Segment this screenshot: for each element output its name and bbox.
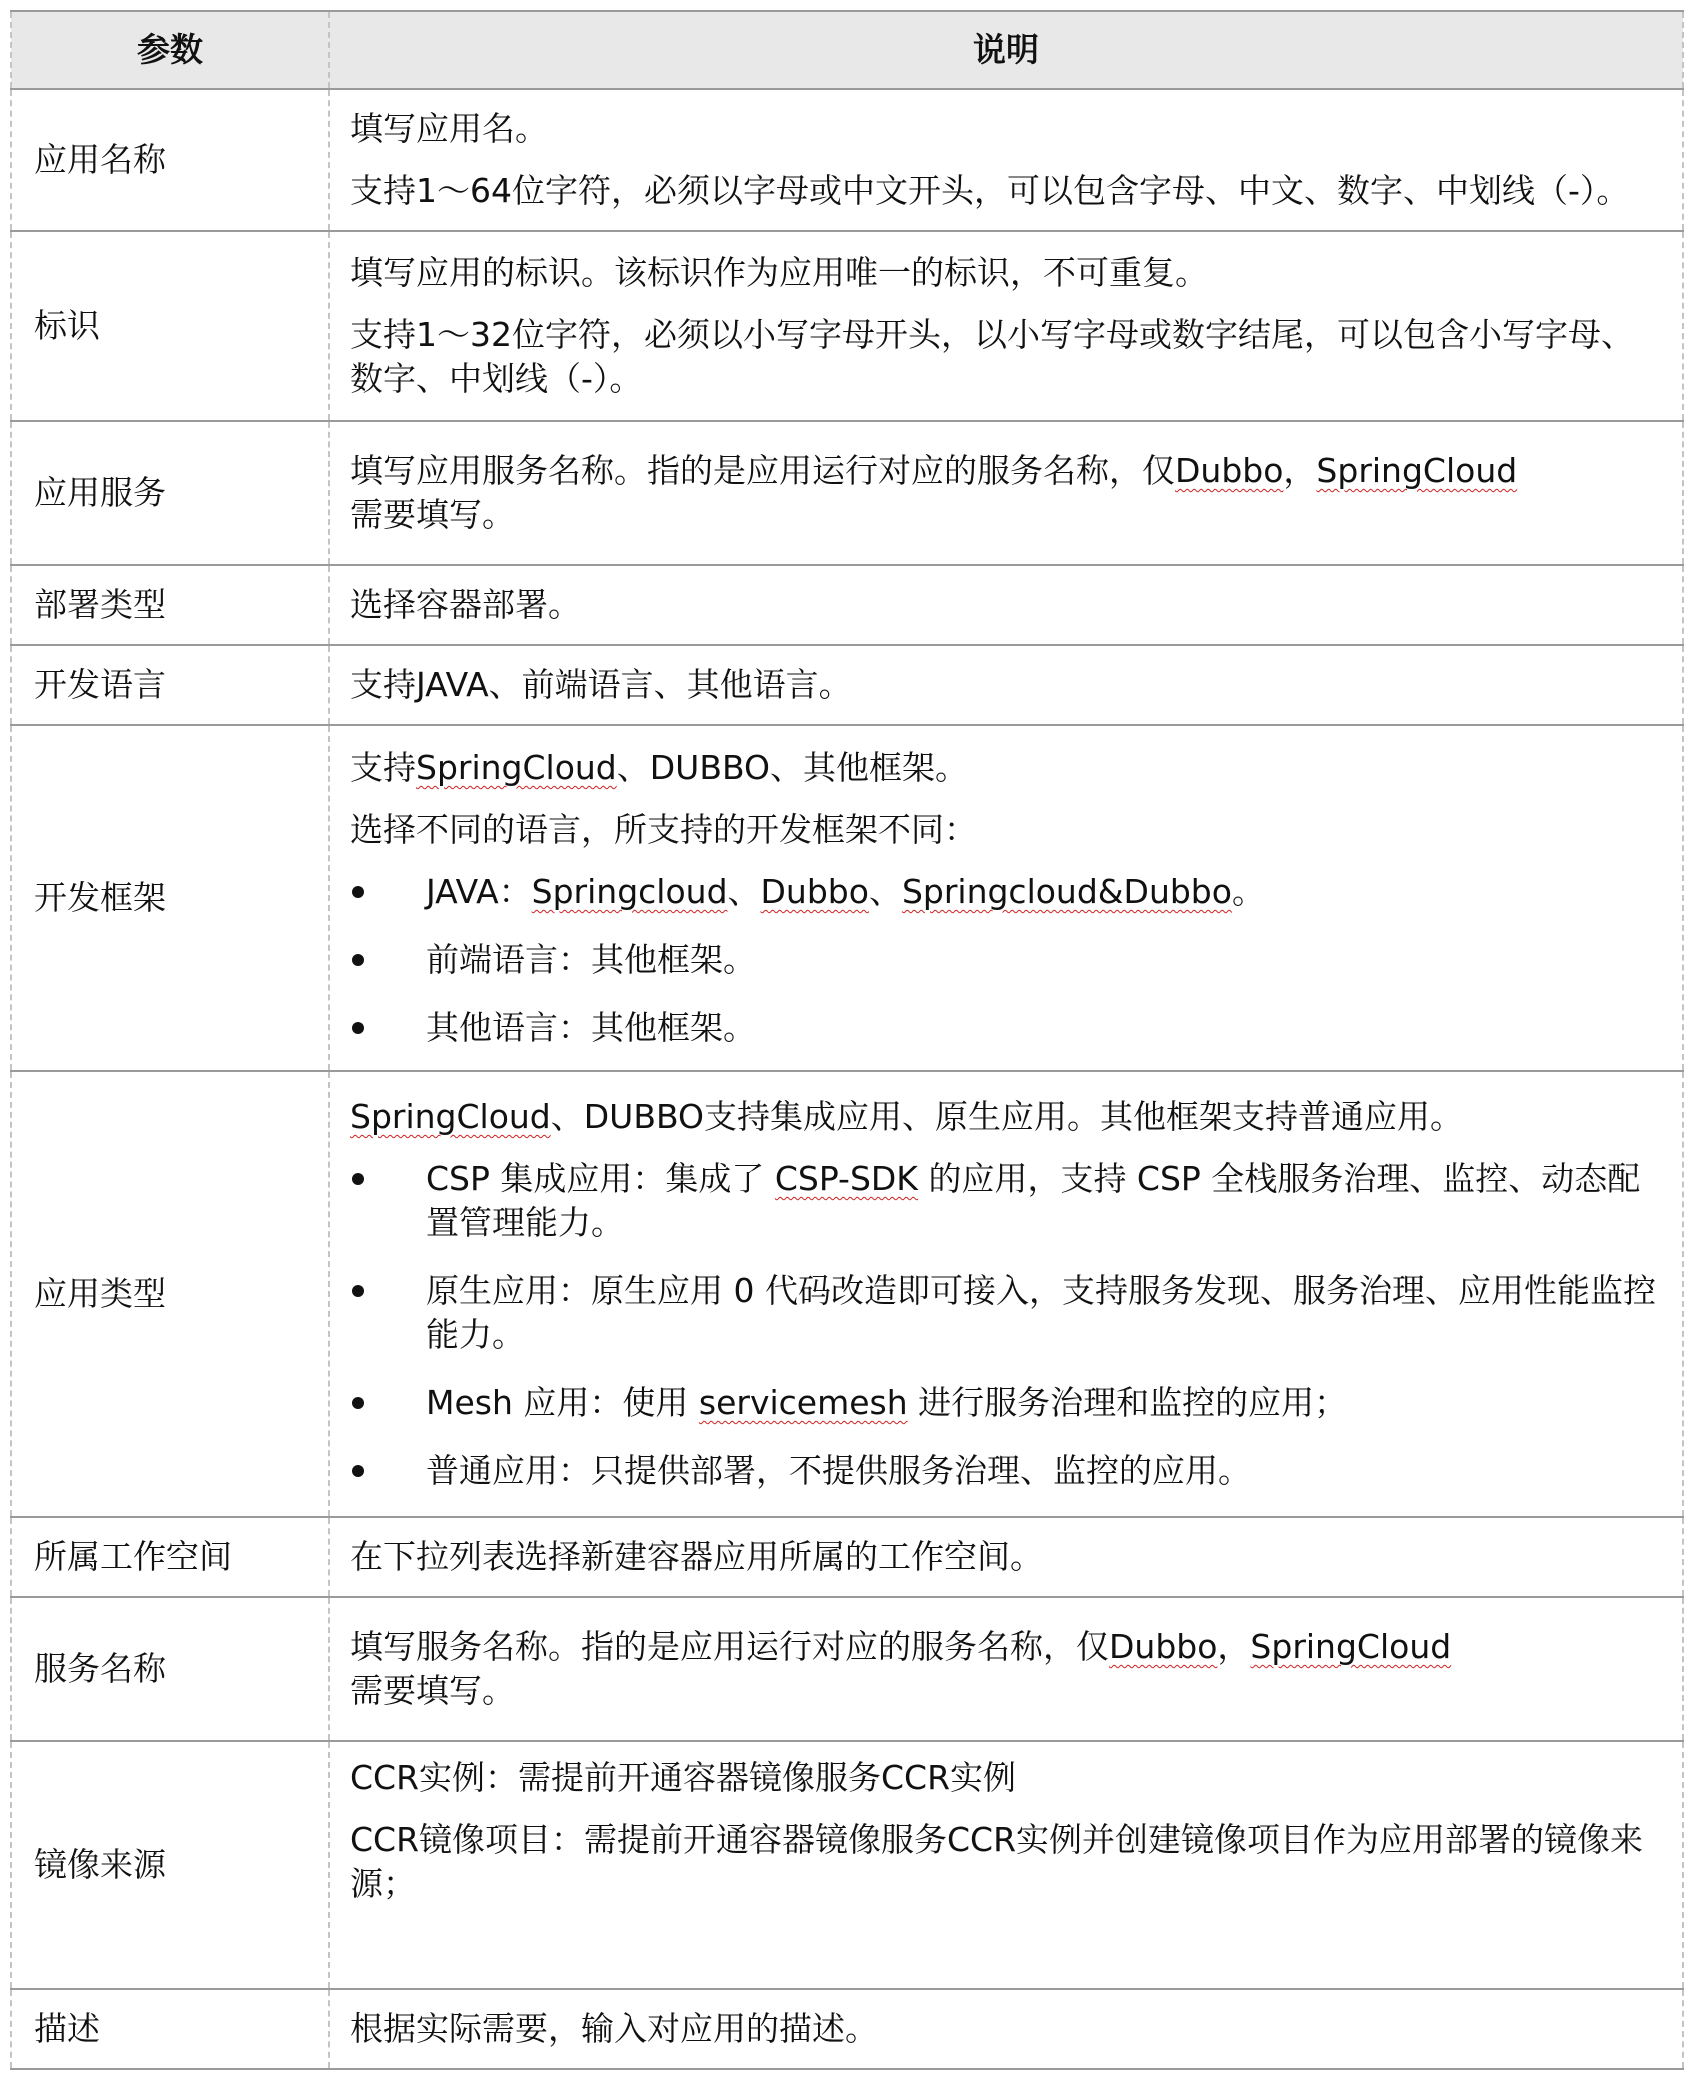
desc-paragraph: 支持JAVA、前端语言、其他语言。: [350, 665, 852, 704]
param-name: 镜像来源: [11, 1741, 329, 1989]
bullet-icon: [352, 954, 364, 966]
desc-paragraph: 根据实际需要，输入对应用的描述。: [350, 2009, 878, 2048]
param-description: [329, 1517, 1683, 1597]
text-span: 原生应用：原生应用 0 代码改造即可接入，支持服务发现、服务治理、应用性能监控能力。: [426, 1271, 1656, 1354]
table-header-row: [11, 11, 1683, 89]
bullet-icon: [352, 1285, 364, 1297]
table-row: [11, 231, 1683, 421]
text-span: 需要填写。: [350, 495, 515, 534]
term-springcloud: SpringCloud: [350, 1097, 551, 1136]
list-item: [350, 1449, 1662, 1493]
text-span: 。: [1231, 872, 1265, 911]
list-item: [350, 1157, 1662, 1245]
list-item: [350, 870, 1662, 914]
desc-paragraph: [350, 746, 1662, 790]
bullet-icon: [352, 1397, 364, 1409]
text-span: 填写应用服务名称。指的是应用运行对应的服务名称，仅: [350, 451, 1175, 490]
bullet-list: [350, 870, 1662, 1050]
term-springcloud: SpringCloud: [416, 748, 617, 787]
bullet-icon: [352, 1465, 364, 1477]
desc-paragraph: CCR实例：需提前开通容器镜像服务CCR实例: [350, 1758, 1017, 1797]
list-item: [350, 1269, 1662, 1357]
text-span: 其他语言：其他框架。: [426, 1008, 756, 1047]
text-span: 、DUBBO支持集成应用、原生应用。其他框架支持普通应用。: [550, 1097, 1464, 1136]
term-servicemesh: servicemesh: [698, 1383, 908, 1422]
param-name: 所属工作空间: [11, 1517, 329, 1597]
table-row: [11, 1741, 1683, 1989]
param-description: [329, 231, 1683, 421]
text-span: 前端语言：其他框架。: [426, 940, 756, 979]
term-springcloud: Springcloud: [531, 872, 728, 911]
term-springcloud-dubbo: Springcloud&Dubbo: [901, 872, 1232, 911]
term-csp-sdk: CSP-SDK: [774, 1159, 918, 1198]
bullet-icon: [352, 1022, 364, 1034]
list-item: [350, 1381, 1662, 1425]
table-row: [11, 421, 1683, 565]
text-span: ，: [1283, 451, 1317, 490]
desc-paragraph: 选择不同的语言，所支持的开发框架不同：: [350, 810, 977, 849]
desc-paragraph: CCR镜像项目：需提前开通容器镜像服务CCR实例并创建镜像项目作为应用部署的镜像来源；: [350, 1820, 1644, 1903]
table-row: [11, 645, 1683, 725]
desc-paragraph: 选择容器部署。: [350, 585, 581, 624]
table-row: [11, 1071, 1683, 1517]
header-description: 说明: [329, 11, 1683, 89]
term-dubbo: Dubbo: [1175, 451, 1284, 490]
term-springcloud: SpringCloud: [1250, 1627, 1452, 1666]
param-description: [329, 725, 1683, 1071]
table-row: [11, 565, 1683, 645]
table-row: [11, 725, 1683, 1071]
param-name: 标识: [11, 231, 329, 421]
param-description: [329, 1741, 1683, 1989]
table-row: [11, 1989, 1683, 2069]
param-name: 描述: [11, 1989, 329, 2069]
desc-paragraph: 填写应用的标识。该标识作为应用唯一的标识，不可重复。: [350, 253, 1208, 292]
text-span: 填写服务名称。指的是应用运行对应的服务名称，仅: [350, 1627, 1109, 1666]
header-param: 参数: [11, 11, 329, 89]
table-row: [11, 1517, 1683, 1597]
bullet-icon: [352, 886, 364, 898]
text-span: CSP 集成应用：集成了: [426, 1159, 775, 1198]
text-span: 、: [727, 872, 761, 911]
param-name: 部署类型: [11, 565, 329, 645]
param-name: 应用类型: [11, 1071, 329, 1517]
bullet-icon: [352, 1173, 364, 1185]
table-row: [11, 89, 1683, 231]
desc-paragraph: [350, 1625, 1662, 1713]
term-springcloud: SpringCloud: [1316, 451, 1518, 490]
param-description: [329, 1989, 1683, 2069]
param-description: [329, 89, 1683, 231]
param-name: 开发语言: [11, 645, 329, 725]
desc-paragraph: 填写应用名。: [350, 109, 548, 148]
param-name: 开发框架: [11, 725, 329, 1071]
text-span: ，: [1217, 1627, 1251, 1666]
desc-paragraph: 支持1～64位字符，必须以字母或中文开头，可以包含字母、中文、数字、中划线（-）。: [350, 171, 1630, 210]
text-span: 的应用，支持 CSP 全栈服务治理、监控、动态配置管理能力。: [426, 1159, 1641, 1242]
text-span: Mesh 应用：使用: [426, 1383, 699, 1422]
param-description: [329, 645, 1683, 725]
param-name: 服务名称: [11, 1597, 329, 1741]
text-span: 、DUBBO、其他框架。: [616, 748, 969, 787]
desc-paragraph: 支持1～32位字符，必须以小写字母开头，以小写字母或数字结尾，可以包含小写字母、数字、中划线（-）。: [350, 315, 1634, 398]
desc-paragraph: [350, 449, 1662, 537]
bullet-list: [350, 1157, 1662, 1493]
term-dubbo: Dubbo: [760, 872, 869, 911]
param-name: 应用名称: [11, 89, 329, 231]
param-description: [329, 1597, 1683, 1741]
param-description: [329, 421, 1683, 565]
text-span: 进行服务治理和监控的应用；: [907, 1383, 1348, 1422]
table-row: [11, 1597, 1683, 1741]
text-span: JAVA：: [426, 872, 532, 911]
term-dubbo: Dubbo: [1109, 1627, 1218, 1666]
text-span: 、: [868, 872, 902, 911]
text-span: 需要填写。: [350, 1671, 515, 1710]
parameter-table: [10, 10, 1684, 2070]
list-item: [350, 1006, 1662, 1050]
list-item: [350, 938, 1662, 982]
text-span: 普通应用：只提供部署，不提供服务治理、监控的应用。: [426, 1451, 1251, 1490]
param-description: [329, 565, 1683, 645]
param-description: [329, 1071, 1683, 1517]
desc-paragraph: 在下拉列表选择新建容器应用所属的工作空间。: [350, 1537, 1043, 1576]
text-span: 支持: [350, 748, 416, 787]
param-name: 应用服务: [11, 421, 329, 565]
desc-paragraph: [350, 1095, 1662, 1139]
